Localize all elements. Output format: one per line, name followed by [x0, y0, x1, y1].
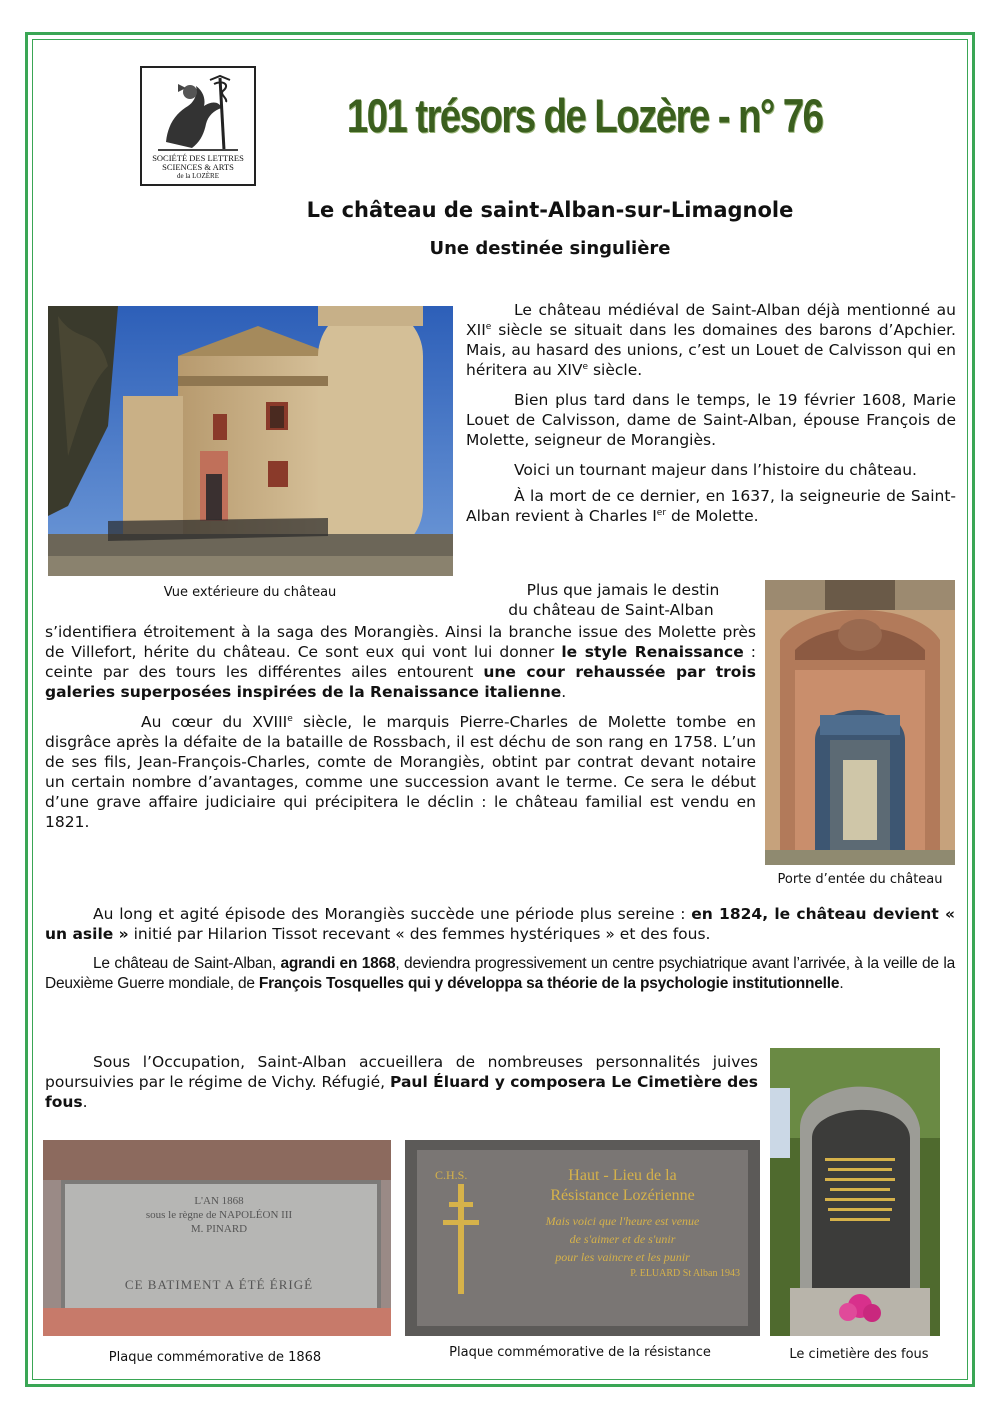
plaque-1868-line4: CE BATIMENT A ÉTÉ ÉRIGÉ [124, 1277, 314, 1292]
caption-cemetery: Le cimetière des fous [789, 1347, 929, 1362]
castle-exterior-photo [48, 306, 453, 576]
logo-text [144, 154, 252, 181]
castle-door-photo [765, 580, 955, 865]
paragraph-3: Voici un tournant majeur dans l’histoire du château. [514, 461, 917, 479]
paragraph-5-line1: Plus que jamais le destin [526, 581, 720, 599]
plaque-resistance-line6: P. ELUARD St Alban 1943 [630, 1268, 740, 1279]
plaque-1868-line1: L'AN 1868 [194, 1195, 244, 1207]
text-block-top [466, 300, 956, 536]
plaque-resistance-initials: C.H.S. [435, 1168, 468, 1182]
plaque-resistance-line1: Haut - Lieu de la [568, 1167, 677, 1184]
article-subtitle: Une destinée singulière [429, 238, 671, 259]
paragraph-7: Au long et agité épisode des Morangiès succède une période plus sereine : en 1824, le château devient « un asile » initié par Hilarion Tissot recevant « des femmes hystériques » et des fous. [45, 905, 955, 943]
plaque-resistance-line5: pour les vaincre et les punir [555, 1250, 690, 1264]
plaque-resistance-line2: Résistance Lozérienne [550, 1187, 695, 1204]
caption-exterior: Vue extérieure du château [163, 585, 337, 600]
plaque-resistance-line3: Mais voici que l'heure est venue [545, 1214, 700, 1228]
paragraph-6: Au cœur du XVIIIe siècle, le marquis Pierre-Charles de Molette tombe en disgrâce après la défaite de la bataille de Rossbach, il est déchu de son rang en 1758. L’un de ses fils, Jean-François-Charles, comte de Morangiès, obtint par contrat devant notaire un certain nombre d’avantages, comme une succession avant le terme. Ce sera le début d’une grave affaire judiciaire qui précipitera le déclin : le château familial est vendu en 1821. [45, 713, 756, 831]
paragraph-5-lead [466, 580, 756, 620]
mercury-emblem-icon [148, 72, 248, 154]
plaque-1868-line3: M. PINARD [190, 1223, 248, 1235]
series-title: 101 trésors de Lozère - n° 76 [346, 89, 823, 142]
caption-plaque-resistance: Plaque commémorative de la résistance [449, 1345, 711, 1360]
logo-line3: de la LOZÈRE [177, 172, 219, 180]
text-block-bottom [45, 1052, 758, 1122]
paragraph-1: Le château médiéval de Saint-Alban déjà mentionné au XIIe siècle se situait dans les domaines des barons d’Apchier. Mais, au hasard des unions, c’est un Louet de Calvisson qui en héritera au XIVe siècle. [466, 301, 956, 379]
caption-plaque-1868: Plaque commémorative de 1868 [108, 1350, 322, 1365]
plaque-resistance-photo [405, 1140, 760, 1336]
logo-line2: SCIENCES & ARTS [162, 162, 234, 172]
plaque-1868-photo [43, 1140, 391, 1336]
paragraph-4: À la mort de ce dernier, en 1637, la seigneurie de Saint-Alban revient à Charles Ier de Molette. [466, 487, 956, 525]
paragraph-5: s’identifiera étroitement à la saga des Morangiès. Ainsi la branche issue des Molette près de Villefort, hérite du château. Ce sont eux qui vont lui donner le style Renaissance : ceinte par des tours les différentes ailes entourent une cour rehaussée par trois galeries superposées inspirées de la Renaissance italienne. [45, 623, 757, 701]
lorraine-cross-icon [443, 1184, 479, 1294]
paragraph-5-line2: du château de Saint-Alban [508, 601, 714, 619]
plaque-resistance-line4: de s'aimer et de s'unir [569, 1232, 676, 1246]
paragraph-8: Le château de Saint-Alban, agrandi en 1868, deviendra progressivement un centre psychiatrique avant l’arrivée, à la veille de la Deuxième Guerre mondiale, de François Tosquelles qui y développa sa théorie de la psychologie institutionnelle. [45, 955, 955, 992]
caption-door: Porte d’entée du château [777, 872, 943, 887]
logo-line1: SOCIÉTÉ DES LETTRES [152, 153, 244, 163]
society-logo [140, 66, 256, 186]
text-block-lower [45, 904, 955, 1004]
cemetery-photo [770, 1048, 940, 1336]
article-title: Le château de saint-Alban-sur-Limagnole [306, 198, 794, 222]
paragraph-2: Bien plus tard dans le temps, le 19 février 1608, Marie Louet de Calvisson, dame de Saint-Alban, épouse François de Molette, seigneur de Morangiès. [466, 391, 956, 449]
paragraph-9: Sous l’Occupation, Saint-Alban accueillera de nombreuses personnalités juives poursuivies par le régime de Vichy. Réfugié, Paul Éluard y composera Le Cimetière des fous. [45, 1053, 758, 1111]
text-block-middle [45, 622, 756, 842]
plaque-1868-line2: sous le règne de NAPOLÉON III [145, 1209, 293, 1221]
